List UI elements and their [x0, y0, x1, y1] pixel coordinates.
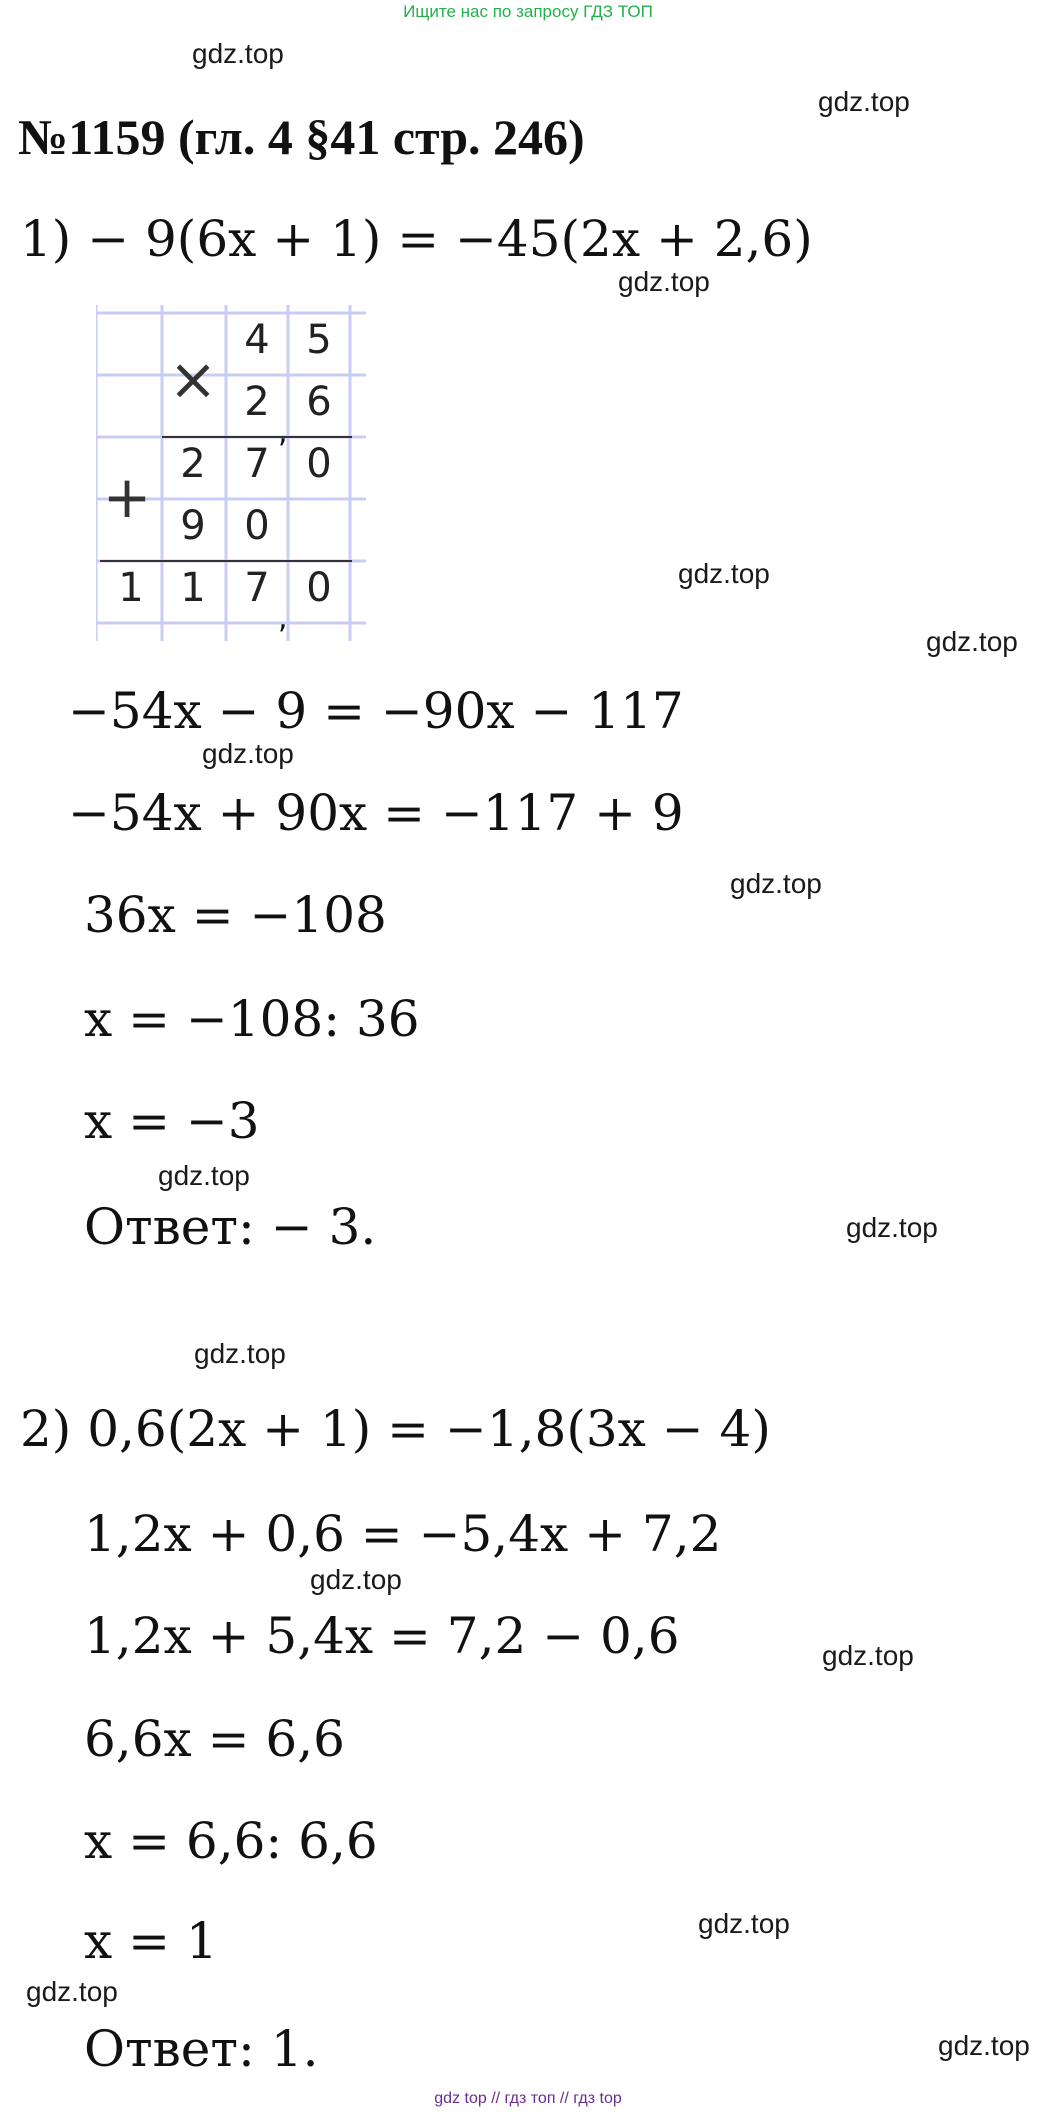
answer-line: Ответ: − 3.: [84, 1198, 377, 1256]
step-line: 6,6x = 6,6: [84, 1710, 345, 1768]
digit: 2: [180, 441, 206, 487]
footer-links[interactable]: gdz top // гдз топ // гдз top: [434, 2090, 622, 2107]
decimal-comma: ,: [278, 601, 288, 636]
plus-sign: +: [102, 463, 152, 531]
digit: 1: [118, 565, 144, 611]
step-line: x = −108: 36: [84, 990, 420, 1048]
watermark: gdz.top: [618, 266, 710, 297]
watermark: gdz.top: [192, 38, 284, 69]
watermark: gdz.top: [194, 1338, 286, 1369]
digit: 9: [180, 503, 206, 549]
part1-equation: 1) − 9(6x + 1) = −45(2x + 2,6): [20, 210, 813, 268]
step-line: 1,2x + 0,6 = −5,4x + 7,2: [84, 1505, 722, 1563]
digit: 5: [306, 317, 332, 363]
part2-equation: 2) 0,6(2x + 1) = −1,8(3x − 4): [20, 1400, 771, 1458]
watermark: gdz.top: [818, 86, 910, 117]
answer-line: Ответ: 1.: [84, 2020, 319, 2078]
digit: 6: [306, 379, 332, 425]
digit: 1: [180, 565, 206, 611]
watermark: gdz.top: [730, 868, 822, 899]
watermark: gdz.top: [310, 1564, 402, 1595]
step-line: x = 6,6: 6,6: [84, 1812, 378, 1870]
column-multiplication: [96, 305, 366, 641]
decimal-comma: ,: [278, 415, 288, 450]
watermark: gdz.top: [678, 558, 770, 589]
step-line: −54x − 9 = −90x − 117: [68, 682, 684, 740]
watermark: gdz.top: [822, 1640, 914, 1671]
digit: 0: [306, 565, 332, 611]
watermark: gdz.top: [846, 1212, 938, 1243]
digit: 4: [244, 317, 270, 363]
digit: 0: [244, 503, 270, 549]
times-sign: ×: [168, 345, 218, 413]
watermark: gdz.top: [938, 2030, 1030, 2061]
watermark: gdz.top: [926, 626, 1018, 657]
step-line: 1,2x + 5,4x = 7,2 − 0,6: [84, 1607, 680, 1665]
digit: 7: [244, 441, 270, 487]
search-banner[interactable]: Ищите нас по запросу ГДЗ ТОП: [403, 2, 653, 21]
watermark: gdz.top: [202, 738, 294, 769]
step-line: x = 1: [84, 1912, 218, 1970]
digit: 7: [244, 565, 270, 611]
exercise-title: №1159 (гл. 4 §41 стр. 246): [18, 109, 585, 165]
step-line: x = −3: [84, 1092, 260, 1150]
step-line: 36x = −108: [84, 886, 387, 944]
watermark: gdz.top: [158, 1160, 250, 1191]
watermark: gdz.top: [698, 1908, 790, 1939]
watermark: gdz.top: [26, 1976, 118, 2007]
digit: 0: [306, 441, 332, 487]
step-line: −54x + 90x = −117 + 9: [68, 784, 684, 842]
digit: 2: [244, 379, 270, 425]
